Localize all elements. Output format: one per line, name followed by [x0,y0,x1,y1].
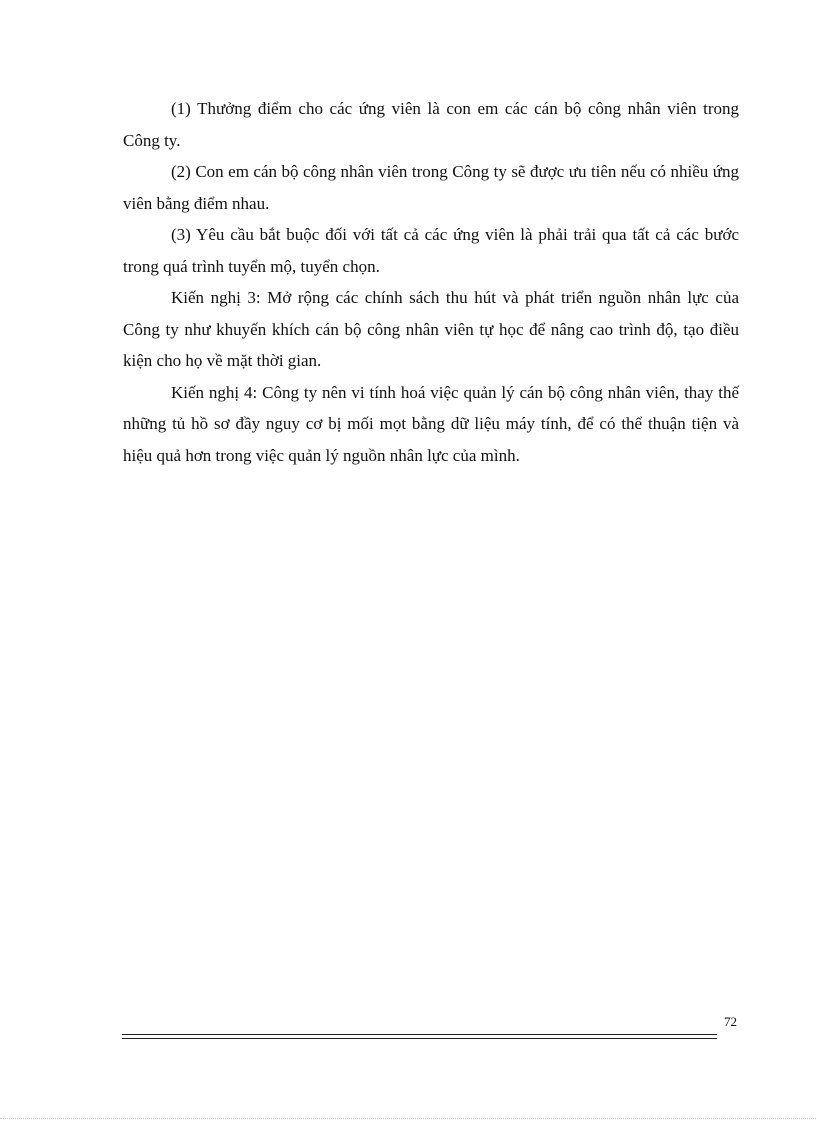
paragraph-priority-tie: (2) Con em cán bộ công nhân viên trong Công ty sẽ được ưu tiên nếu có nhiều ứng viên bằng điểm nhau. [123,162,739,213]
page-bottom-border [0,1118,816,1119]
body-text [123,93,739,471]
paragraph-recommendation-4: Kiến nghị 4: Công ty nên vi tính hoá việc quản lý cán bộ công nhân viên, thay thế những tủ hồ sơ đầy nguy cơ bị mối mọt bằng dữ liệu máy tính, để có thể thuận tiện và hiệu quả hơn trong việc quản lý nguồn nhân lực của mình. [123,382,739,465]
paragraph-recommendation-3: Kiến nghị 3: Mở rộng các chính sách thu hút và phát triển nguồn nhân lực của Công ty như khuyến khích cán bộ công nhân viên tự học để nâng cao trình độ, tạo điều kiện cho họ về mặt thời gian. [123,288,739,370]
footer-double-rule [122,1034,717,1039]
paragraph-mandatory-steps: (3) Yêu cầu bắt buộc đối với tất cả các ứng viên là phải trải qua tất cả các bước trong quá trình tuyển mộ, tuyển chọn. [123,225,739,276]
paragraph-reward-points: (1) Thưởng điểm cho các ứng viên là con em các cán bộ công nhân viên trong Công ty. [123,99,739,150]
page-number: 72 [724,1014,737,1029]
